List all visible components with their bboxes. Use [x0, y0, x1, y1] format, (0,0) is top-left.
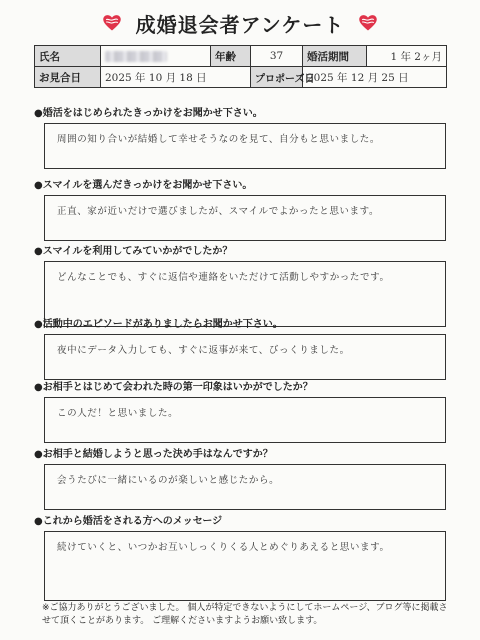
period-label: 婚活期間 — [303, 46, 367, 67]
proposal-date-label: プロポーズ日 — [251, 67, 303, 88]
question-3-text: ●スマイルを利用してみていかがでしたか？ — [34, 246, 233, 257]
question-4 — [34, 318, 446, 380]
info-table — [34, 45, 447, 88]
question-4-text: ●活動中のエピソードがありましたらお聞かせ下さい。 — [34, 319, 283, 330]
age-label: 年齢 — [211, 46, 251, 67]
question-3 — [34, 245, 446, 327]
question-1-text: ●婚活をはじめられたきっかけをお聞かせ下さい。 — [34, 108, 263, 119]
heart-icon-right — [358, 13, 378, 33]
heart-icon-left — [102, 13, 122, 33]
question-7-text: ●これから婚活をされる方へのメッセージ — [34, 516, 223, 527]
question-2-text: ●スマイルを選んだきっかけをお聞かせ下さい。 — [34, 180, 253, 191]
question-6 — [34, 448, 446, 510]
answer-4: 夜中にデータ入力しても、すぐに返事が来て、びっくりました。 — [44, 334, 446, 380]
age-value: 37 — [251, 46, 303, 67]
answer-1: 周囲の知り合いが結婚して幸せそうなのを見て、自分もと思いました。 — [44, 123, 446, 169]
question-5 — [34, 381, 446, 443]
footer-note: ※ご協力ありがとうございました。 個人が特定できないようにしてホームページ、ブログ等に掲載させて頂くことがあります。 ご理解くださいますようお願い致します。 — [42, 603, 448, 626]
name-value-redacted — [101, 46, 211, 67]
answer-2: 正直、家が近いだけで選びましたが、スマイルでよかったと思います。 — [44, 195, 446, 241]
proposal-date-value: 2025 年 12 月 25 日 — [303, 67, 447, 88]
meeting-date-label: お見合日 — [35, 67, 101, 88]
name-label: 氏名 — [35, 46, 101, 67]
answer-6: 会うたびに一緒にいるのが楽しいと感じたから。 — [44, 464, 446, 510]
question-1 — [34, 107, 446, 169]
page-title: 成婚退会者アンケート — [135, 12, 345, 37]
period-value: 1 年 2ヶ月 — [367, 46, 447, 67]
answer-7: 続けていくと、いつかお互いしっくりくる人とめぐりあえると思います。 — [44, 531, 446, 601]
question-2 — [34, 179, 446, 241]
question-6-text: ●お相手と結婚しようと思った決め手はなんですか？ — [34, 449, 273, 460]
question-5-text: ●お相手とはじめて会われた時の第一印象はいかがでしたか？ — [34, 382, 313, 393]
answer-3: どんなことでも、すぐに返信や連絡をいただけて活動しやすかったです。 — [44, 261, 446, 327]
answer-5: この人だ！と思いました。 — [44, 397, 446, 443]
meeting-date-value: 2025 年 10 月 18 日 — [101, 67, 251, 88]
survey-title-bar — [0, 8, 480, 38]
question-7 — [34, 515, 446, 601]
